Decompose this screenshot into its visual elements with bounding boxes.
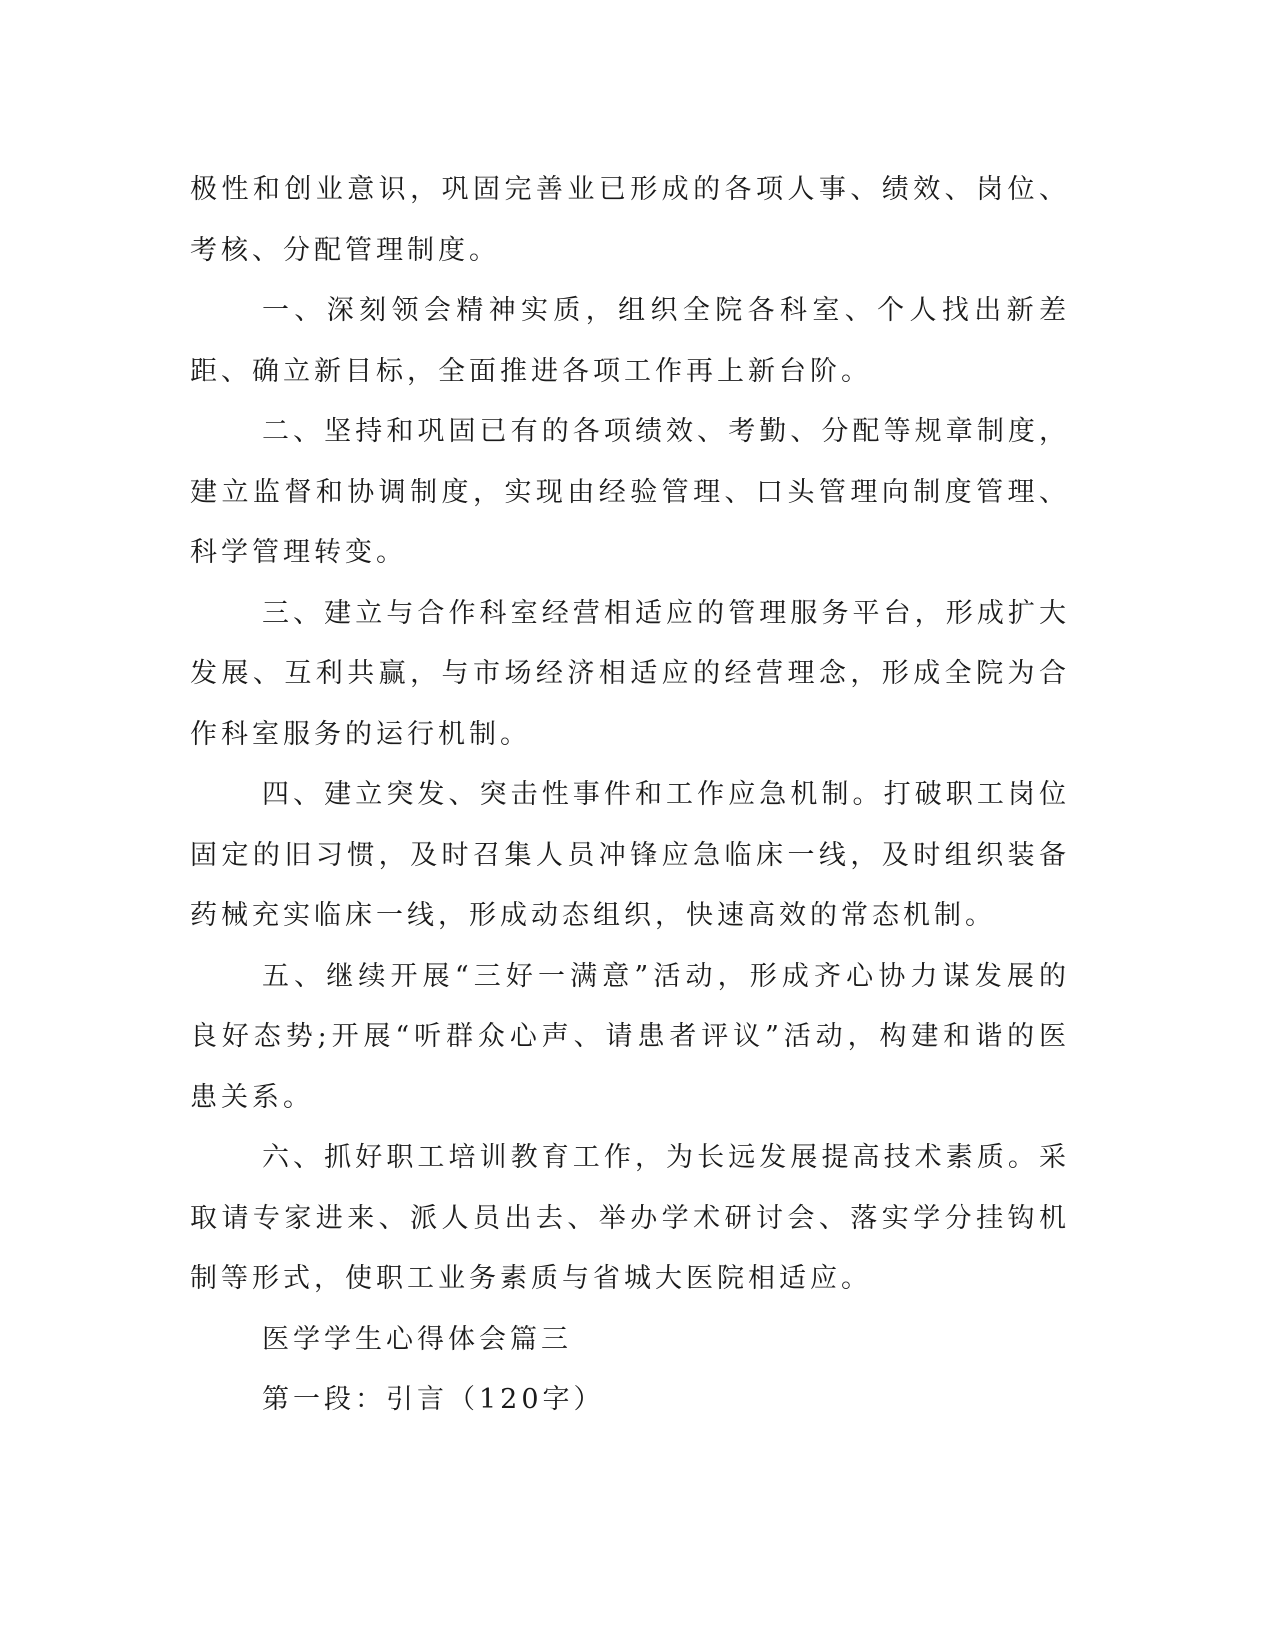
paragraph-item-2: 二、坚持和巩固已有的各项绩效、考勤、分配等规章制度，建立监督和协调制度，实现由经验管理、口头管理向制度管理、科学管理转变。 [190, 416, 1070, 568]
paragraph-item-4: 四、建立突发、突击性事件和工作应急机制。打破职工岗位固定的旧习惯，及时召集人员冲锋应急临床一线，及时组织装备药械充实临床一线，形成动态组织，快速高效的常态机制。 [190, 779, 1070, 931]
paragraph-item-6: 六、抓好职工培训教育工作，为长远发展提高技术素质。采取请专家进来、派人员出去、举办学术研讨会、落实学分挂钩机制等形式，使职工业务素质与省城大医院相适应。 [190, 1142, 1070, 1294]
section-heading: 医学学生心得体会篇三 [262, 1323, 572, 1355]
document-body [190, 160, 1070, 1431]
paragraph-item-1: 一、深刻领会精神实质，组织全院各科室、个人找出新差距、确立新目标，全面推进各项工作再上新台阶。 [190, 295, 1070, 387]
paragraph-continuation: 极性和创业意识，巩固完善业已形成的各项人事、绩效、岗位、考核、分配管理制度。 [190, 174, 1070, 266]
paragraph-item-5: 五、继续开展“三好一满意”活动，形成齐心协力谋发展的良好态势;开展“听群众心声、请患者评议”活动，构建和谐的医患关系。 [190, 960, 1070, 1113]
paragraph-item-3: 三、建立与合作科室经营相适应的管理服务平台，形成扩大发展、互利共赢，与市场经济相适应的经营理念，形成全院为合作科室服务的运行机制。 [190, 597, 1070, 750]
subsection-heading: 第一段：引言（120字） [262, 1384, 605, 1415]
